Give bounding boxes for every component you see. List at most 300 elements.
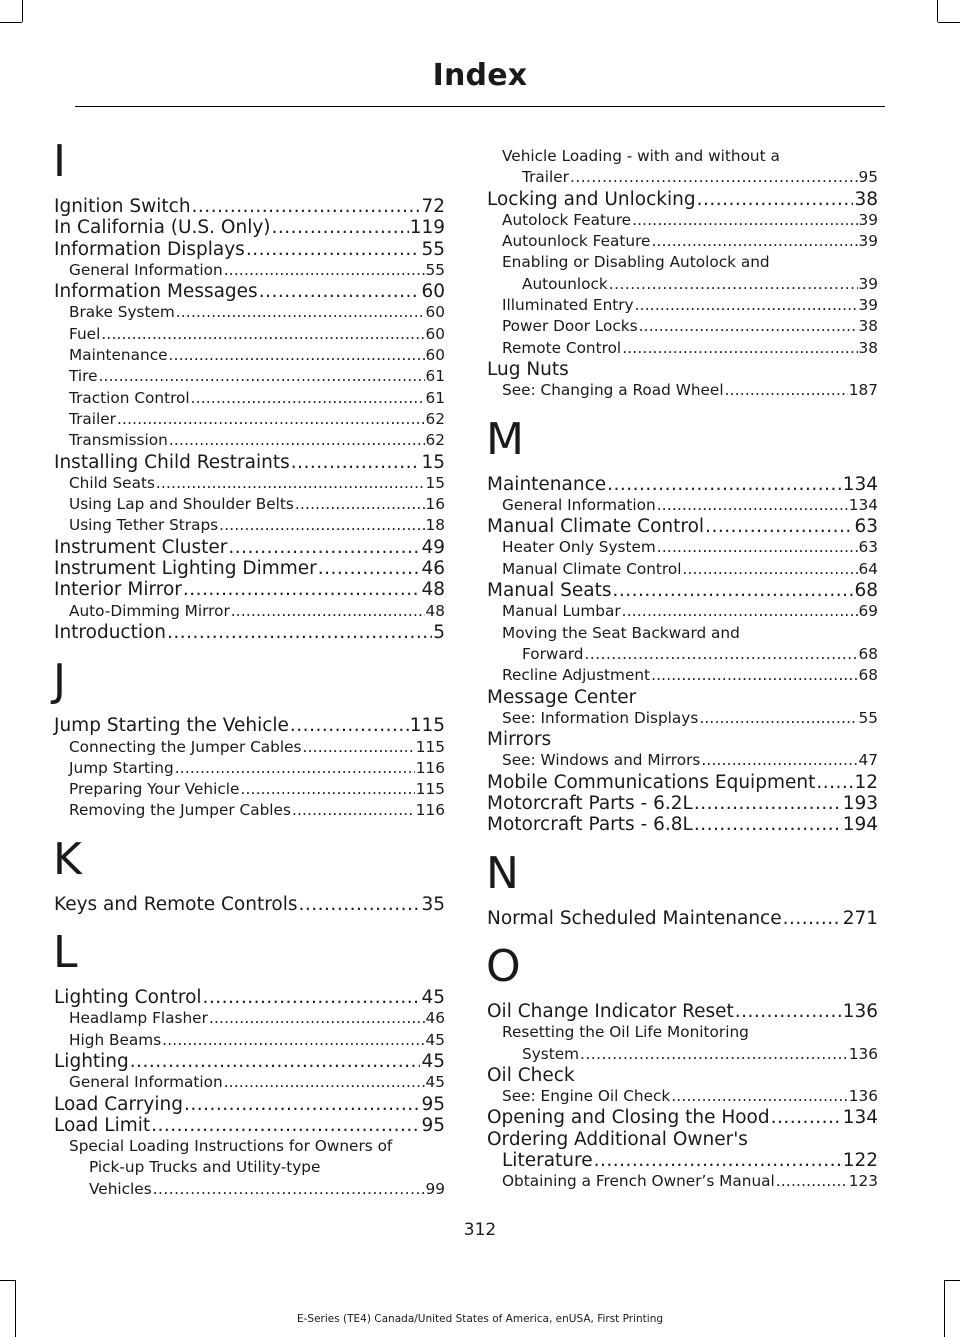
entry-text: Transmission xyxy=(69,431,168,450)
index-see-reference[interactable] xyxy=(487,380,878,401)
index-see-reference[interactable] xyxy=(487,750,878,771)
entry-text: See: Windows and Mirrors xyxy=(502,751,701,770)
index-subentry[interactable] xyxy=(54,1008,445,1029)
page-ref: 39 xyxy=(858,296,878,315)
page-ref: 55 xyxy=(421,238,445,260)
index-subentry[interactable] xyxy=(54,409,445,430)
entry-text: Jump Starting the Vehicle xyxy=(54,715,289,737)
dot-leader xyxy=(259,281,421,302)
dot-leader xyxy=(594,1150,842,1171)
entry-text: Oil Change Indicator Reset xyxy=(487,1000,734,1022)
index-entry[interactable] xyxy=(54,239,445,260)
index-entry[interactable] xyxy=(487,1001,878,1022)
page-ref: 116 xyxy=(415,758,445,777)
dot-leader xyxy=(228,537,420,558)
index-subentry[interactable] xyxy=(54,324,445,345)
page-ref: 187 xyxy=(848,381,878,400)
page-ref: 95 xyxy=(421,1114,445,1136)
index-entry[interactable] xyxy=(54,452,445,473)
dot-leader xyxy=(609,274,858,295)
index-subentry[interactable] xyxy=(487,495,878,516)
dot-leader xyxy=(635,295,858,316)
page-ref: 134 xyxy=(842,1107,878,1129)
dot-leader xyxy=(209,1008,425,1029)
entry-text: General Information xyxy=(69,260,223,279)
section-letter: L xyxy=(53,927,78,979)
index-subentry[interactable] xyxy=(487,559,878,580)
entry-continuation xyxy=(487,1150,878,1171)
dot-leader xyxy=(240,779,414,800)
page-ref: 60 xyxy=(425,324,445,343)
index-subentry[interactable] xyxy=(54,430,445,451)
index-section-k xyxy=(54,894,445,915)
page-ref: 115 xyxy=(415,780,445,799)
page-ref: 123 xyxy=(848,1172,878,1191)
entry-continuation xyxy=(502,274,878,295)
entry-text: See: Changing a Road Wheel xyxy=(502,381,724,400)
dot-leader xyxy=(639,316,858,337)
page-ref: 68 xyxy=(854,580,878,602)
entry-text: Trailer xyxy=(522,168,569,187)
entry-text: Removing the Jumper Cables xyxy=(69,801,291,820)
dot-leader xyxy=(99,366,425,387)
page-ref: 134 xyxy=(848,495,878,514)
index-entry[interactable] xyxy=(54,281,445,302)
section-letter: O xyxy=(486,940,521,992)
dot-leader xyxy=(694,814,842,835)
dot-leader xyxy=(130,1051,421,1072)
crop-mark xyxy=(0,22,22,23)
section-letter: M xyxy=(486,413,524,465)
entry-text: Headlamp Flasher xyxy=(69,1009,208,1028)
index-subentry[interactable] xyxy=(487,210,878,231)
entry-text: Motorcraft Parts - 6.8L xyxy=(487,814,693,836)
index-subentry[interactable] xyxy=(54,494,445,515)
index-entry[interactable] xyxy=(487,687,878,708)
index-see-reference[interactable] xyxy=(487,1086,878,1107)
entry-text: Tire xyxy=(69,367,98,386)
entry-text: Using Lap and Shoulder Belts xyxy=(69,495,294,514)
page-ref: 271 xyxy=(842,907,878,929)
page-ref: 99 xyxy=(425,1179,445,1198)
index-entry[interactable] xyxy=(54,579,445,600)
index-entry[interactable] xyxy=(487,189,878,210)
page-ref: 60 xyxy=(425,346,445,365)
index-subentry[interactable] xyxy=(54,779,445,800)
dot-leader xyxy=(192,196,421,217)
entry-continuation xyxy=(502,1044,878,1065)
page-ref: 69 xyxy=(858,602,878,621)
index-subentry[interactable] xyxy=(487,665,878,686)
page-ref: 60 xyxy=(425,303,445,322)
entry-text: Manual Climate Control xyxy=(487,516,705,538)
entry-text: Oil Check xyxy=(487,1064,575,1086)
index-entry[interactable] xyxy=(54,558,445,579)
page-ref: 55 xyxy=(858,708,878,727)
index-subentry[interactable] xyxy=(487,537,878,558)
index-subentry[interactable] xyxy=(54,737,445,758)
index-entry[interactable] xyxy=(54,537,445,558)
page-ref: 68 xyxy=(858,666,878,685)
dot-leader xyxy=(156,473,425,494)
page-ref: 38 xyxy=(858,338,878,357)
dot-leader xyxy=(117,409,425,430)
entry-text: System xyxy=(522,1044,580,1063)
footer-imprint: E-Series (TE4) Canada/United States of America, enUSA, First Printing xyxy=(296,1313,664,1325)
index-subentry[interactable] xyxy=(487,338,878,359)
index-entry[interactable] xyxy=(54,1115,445,1136)
dot-leader xyxy=(816,772,853,793)
entry-text: Vehicle Loading - with and without a xyxy=(502,147,780,165)
dot-leader xyxy=(651,665,857,686)
index-subentry[interactable] xyxy=(54,601,445,622)
entry-text: Connecting the Jumper Cables xyxy=(69,737,302,756)
dot-leader xyxy=(651,231,857,252)
index-entry[interactable] xyxy=(487,1065,878,1086)
entry-text: Motorcraft Parts - 6.2L xyxy=(487,793,693,815)
page-ref: 46 xyxy=(425,1009,445,1028)
entry-text: Ignition Switch xyxy=(54,196,191,217)
page-ref: 39 xyxy=(858,274,878,293)
page-ref: 64 xyxy=(858,559,878,578)
dot-leader xyxy=(580,1044,848,1065)
dot-leader xyxy=(682,559,857,580)
entry-text: Autolock Feature xyxy=(502,210,632,229)
dot-leader xyxy=(657,537,858,558)
index-section-j xyxy=(54,715,445,821)
page-number: 312 xyxy=(463,1220,497,1240)
crop-mark xyxy=(944,1280,945,1337)
crop-mark xyxy=(938,22,960,23)
page-ref: 119 xyxy=(409,217,445,239)
dot-leader xyxy=(299,894,421,915)
entry-text: Mobile Communications Equipment xyxy=(487,771,816,793)
entry-text: Interior Mirror xyxy=(54,579,182,601)
index-entry[interactable] xyxy=(487,580,878,601)
index-entry[interactable] xyxy=(487,908,878,929)
dot-leader xyxy=(175,758,415,779)
entry-text: Information Displays xyxy=(54,238,245,260)
page-ref: 95 xyxy=(421,1093,445,1115)
dot-leader xyxy=(295,494,425,515)
dot-leader xyxy=(697,189,854,210)
page-ref: 45 xyxy=(421,1050,445,1072)
crop-mark xyxy=(15,1280,16,1337)
index-entry[interactable] xyxy=(54,1051,445,1072)
dot-leader xyxy=(622,338,857,359)
dot-leader xyxy=(701,750,857,771)
page-ref: 49 xyxy=(421,536,445,558)
page-ref: 136 xyxy=(848,1087,878,1106)
entry-text: Information Messages xyxy=(54,281,258,303)
dot-leader xyxy=(303,737,415,758)
entry-text: Manual Seats xyxy=(487,580,612,602)
index-entry[interactable] xyxy=(54,715,445,736)
dot-leader xyxy=(224,260,425,281)
page-ref: 39 xyxy=(858,232,878,251)
index-subentry[interactable] xyxy=(487,295,878,316)
dot-leader xyxy=(622,601,858,622)
page-ref: 38 xyxy=(854,188,878,210)
entry-continuation xyxy=(69,1157,445,1178)
index-subentry[interactable] xyxy=(54,1030,445,1051)
entry-text: Jump Starting xyxy=(69,758,174,777)
entry-text: Illuminated Entry xyxy=(502,296,634,315)
entry-continuation xyxy=(69,1179,445,1200)
dot-leader xyxy=(167,622,432,643)
page-ref: 61 xyxy=(425,367,445,386)
entry-text: Fuel xyxy=(69,324,101,343)
index-subentry[interactable] xyxy=(54,345,445,366)
page-ref: 136 xyxy=(848,1044,878,1063)
dot-leader xyxy=(292,800,415,821)
page-ref: 134 xyxy=(842,473,878,495)
entry-text: See: Engine Oil Check xyxy=(502,1087,671,1106)
index-subentry[interactable] xyxy=(54,260,445,281)
page-ref: 95 xyxy=(858,168,878,187)
index-subentry[interactable] xyxy=(54,388,445,409)
page-ref: 38 xyxy=(858,317,878,336)
page-ref: 193 xyxy=(842,793,878,815)
page-ref: 12 xyxy=(854,771,878,793)
index-entry[interactable] xyxy=(487,1107,878,1128)
entry-text: Normal Scheduled Maintenance xyxy=(487,907,782,929)
index-subentry[interactable] xyxy=(487,316,878,337)
index-entry[interactable] xyxy=(54,987,445,1008)
entry-text: Manual Climate Control xyxy=(502,559,682,578)
index-subentry[interactable] xyxy=(54,758,445,779)
entry-text: Literature xyxy=(502,1149,593,1171)
entry-text: Instrument Lighting Dimmer xyxy=(54,558,317,580)
index-section-l xyxy=(54,987,445,1136)
section-letter: J xyxy=(53,655,66,707)
dot-leader xyxy=(246,239,421,260)
crop-mark xyxy=(0,1280,15,1281)
page-ref: 45 xyxy=(425,1073,445,1092)
entry-text: Manual Lumbar xyxy=(502,602,621,621)
page-ref: 72 xyxy=(421,196,445,217)
page-ref: 63 xyxy=(858,538,878,557)
index-column-right xyxy=(487,146,878,1193)
entry-text: Remote Control xyxy=(502,338,622,357)
entry-text: Ordering Additional Owner's xyxy=(487,1128,748,1150)
entry-text: Special Loading Instructions for Owners of xyxy=(69,1137,393,1156)
dot-leader xyxy=(169,430,425,451)
entry-text: Vehicles xyxy=(89,1179,152,1198)
page-ref: 16 xyxy=(425,495,445,514)
crop-mark xyxy=(937,0,938,22)
entry-text: General Information xyxy=(69,1073,223,1092)
dot-leader xyxy=(224,1072,425,1093)
entry-text: Load Carrying xyxy=(54,1093,183,1115)
dot-leader xyxy=(735,1001,842,1022)
dot-leader xyxy=(705,516,853,537)
dot-leader xyxy=(783,908,842,929)
index-subentry[interactable] xyxy=(487,601,878,622)
page-ref: 136 xyxy=(842,1000,878,1022)
section-letter: N xyxy=(486,847,519,899)
page-ref: 55 xyxy=(425,260,445,279)
crop-mark xyxy=(22,0,23,22)
dot-leader xyxy=(272,217,409,238)
entry-text: Auto-Dimming Mirror xyxy=(69,601,230,620)
dot-leader xyxy=(699,708,857,729)
page-ref: 115 xyxy=(415,737,445,756)
page-ref: 194 xyxy=(842,814,878,836)
entry-text: Opening and Closing the Hood xyxy=(487,1107,770,1129)
page-ref: 15 xyxy=(421,451,445,473)
index-subentry[interactable] xyxy=(487,623,878,666)
dot-leader xyxy=(570,167,858,188)
index-subentry[interactable] xyxy=(54,515,445,536)
index-entry[interactable] xyxy=(487,814,878,835)
entry-text: Trailer xyxy=(69,409,116,428)
dot-leader xyxy=(151,1115,420,1136)
entry-text: General Information xyxy=(502,495,656,514)
index-entry[interactable] xyxy=(54,622,445,643)
dot-leader xyxy=(694,793,842,814)
dot-leader xyxy=(671,1086,848,1107)
dot-leader xyxy=(290,715,409,736)
index-subentry[interactable] xyxy=(487,146,878,189)
dot-leader xyxy=(291,452,421,473)
entry-text: Power Door Locks xyxy=(502,317,638,336)
entry-text: Load Limit xyxy=(54,1114,151,1136)
index-section-i xyxy=(54,196,445,643)
entry-text: Using Tether Straps xyxy=(69,516,219,535)
page-ref: 68 xyxy=(858,644,878,663)
entry-text: Autounlock xyxy=(522,274,608,293)
entry-text: Introduction xyxy=(54,621,167,643)
entry-text: Maintenance xyxy=(69,346,168,365)
page-ref: 48 xyxy=(421,579,445,601)
dot-leader xyxy=(632,210,857,231)
entry-text: Recline Adjustment xyxy=(502,666,651,685)
index-subentry[interactable] xyxy=(487,1022,878,1065)
entry-text: Message Center xyxy=(487,686,637,708)
entry-text: Heater Only System xyxy=(502,538,656,557)
index-subentry[interactable] xyxy=(487,252,878,295)
page-ref: 45 xyxy=(421,987,445,1009)
header-divider xyxy=(75,106,885,107)
page-ref: 48 xyxy=(425,601,445,620)
page-ref: 5 xyxy=(433,621,445,643)
index-entry[interactable] xyxy=(54,894,445,915)
page-title: Index xyxy=(432,58,528,93)
index-entry[interactable] xyxy=(54,196,445,217)
entry-continuation xyxy=(502,644,878,665)
entry-text: Lighting Control xyxy=(54,987,202,1009)
dot-leader xyxy=(183,579,421,600)
index-see-reference[interactable] xyxy=(487,708,878,729)
dot-leader xyxy=(176,302,425,323)
page-ref: 63 xyxy=(854,516,878,538)
index-entry[interactable] xyxy=(487,793,878,814)
page-ref: 15 xyxy=(425,473,445,492)
entry-text: Pick-up Trucks and Utility-type xyxy=(89,1158,321,1177)
entry-text: High Beams xyxy=(69,1030,162,1049)
entry-text: Moving the Seat Backward and xyxy=(502,623,740,642)
page-ref: 45 xyxy=(425,1030,445,1049)
index-entry[interactable] xyxy=(487,1129,878,1150)
index-entry[interactable] xyxy=(487,772,878,793)
page-ref: 35 xyxy=(421,893,445,915)
dot-leader xyxy=(153,1179,425,1200)
entry-text: Preparing Your Vehicle xyxy=(69,780,240,799)
dot-leader xyxy=(219,515,424,536)
index-subentry[interactable] xyxy=(54,800,445,821)
index-column-left xyxy=(53,136,445,1200)
dot-leader xyxy=(725,380,848,401)
section-letter: K xyxy=(53,833,82,885)
index-subentry[interactable] xyxy=(54,473,445,494)
entry-text: Instrument Cluster xyxy=(54,536,228,558)
entry-text: Locking and Unlocking xyxy=(487,188,696,210)
entry-text: Autounlock Feature xyxy=(502,232,651,251)
page-ref: 62 xyxy=(425,431,445,450)
dot-leader xyxy=(776,1171,848,1192)
entry-text: Traction Control xyxy=(69,388,190,407)
index-entry[interactable] xyxy=(487,359,878,380)
index-entry[interactable] xyxy=(487,516,878,537)
page-ref: 61 xyxy=(425,388,445,407)
entry-text: Mirrors xyxy=(487,729,552,751)
entry-text: Installing Child Restraints xyxy=(54,451,290,473)
dot-leader xyxy=(231,601,425,622)
page-ref: 62 xyxy=(425,409,445,428)
section-letter: I xyxy=(53,136,66,187)
index-entry[interactable] xyxy=(54,217,445,238)
index-subentry[interactable] xyxy=(54,1136,445,1200)
entry-text: Child Seats xyxy=(69,473,155,492)
page-ref: 115 xyxy=(409,715,445,737)
index-subentry[interactable] xyxy=(487,231,878,252)
index-entry[interactable] xyxy=(487,729,878,750)
entry-text: Lighting xyxy=(54,1050,129,1072)
dot-leader xyxy=(169,345,425,366)
entry-text: Obtaining a French Owner’s Manual xyxy=(502,1172,775,1191)
index-subentry[interactable] xyxy=(487,1171,878,1192)
dot-leader xyxy=(203,987,421,1008)
page-ref: 18 xyxy=(425,516,445,535)
page-ref: 39 xyxy=(858,210,878,229)
page-ref: 60 xyxy=(421,281,445,303)
index-subentry[interactable] xyxy=(54,1072,445,1093)
page-ref: 47 xyxy=(858,751,878,770)
dot-leader xyxy=(101,324,424,345)
entry-text: Enabling or Disabling Autolock and xyxy=(502,253,770,272)
entry-text: Maintenance xyxy=(487,473,607,495)
dot-leader xyxy=(585,644,858,665)
entry-text: Resetting the Oil Life Monitoring xyxy=(502,1023,749,1042)
entry-text: See: Information Displays xyxy=(502,708,699,727)
entry-text: Lug Nuts xyxy=(487,358,569,380)
crop-mark xyxy=(945,1280,960,1281)
dot-leader xyxy=(771,1107,842,1128)
dot-leader xyxy=(162,1030,424,1051)
index-subentry[interactable] xyxy=(54,366,445,387)
index-entry[interactable] xyxy=(487,474,878,495)
entry-text: Forward xyxy=(522,644,584,663)
dot-leader xyxy=(184,1094,420,1115)
index-entry[interactable] xyxy=(54,1094,445,1115)
index-subentry[interactable] xyxy=(54,302,445,323)
dot-leader xyxy=(191,388,425,409)
entry-text: Brake System xyxy=(69,303,175,322)
page-ref: 122 xyxy=(842,1149,878,1171)
page-ref: 116 xyxy=(415,801,445,820)
page-ref: 46 xyxy=(421,558,445,580)
